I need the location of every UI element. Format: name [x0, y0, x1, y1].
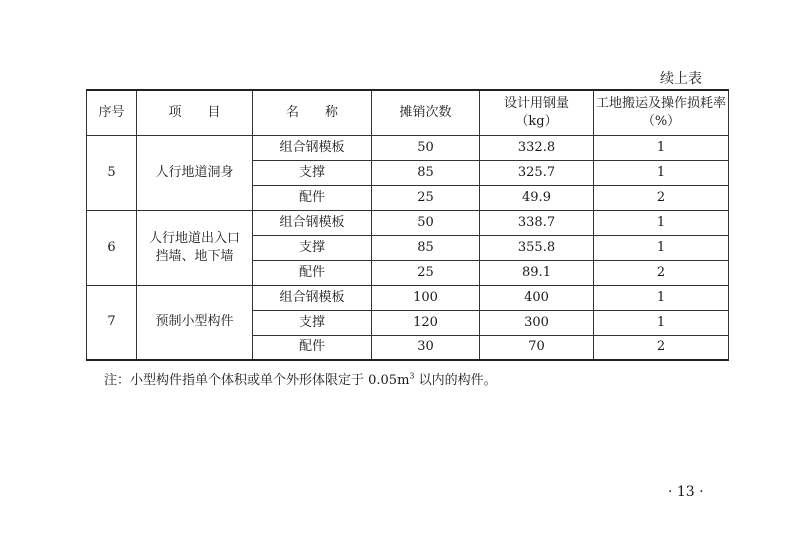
cell-amortization: 100 — [372, 285, 480, 310]
cell-steel: 49.9 — [480, 185, 594, 210]
cell-loss: 1 — [594, 310, 729, 335]
cell-name: 支撑 — [253, 235, 372, 260]
cell-amortization: 50 — [372, 135, 480, 160]
header-loss — [594, 90, 729, 135]
table-row — [87, 285, 729, 310]
header-steel-line1: 设计用钢量 — [503, 95, 569, 111]
cell-loss: 2 — [594, 335, 729, 360]
cell-name: 配件 — [253, 185, 372, 210]
cell-amortization: 85 — [372, 160, 480, 185]
header-loss-line2: （%） — [641, 113, 681, 129]
cell-item — [137, 135, 253, 210]
cell-item-line: 挡墙、地下墙 — [155, 248, 234, 264]
page-number: · 13 · — [668, 484, 704, 500]
steel-usage-table — [86, 89, 729, 361]
table-row — [87, 210, 729, 235]
header-steel — [480, 90, 594, 135]
cell-loss: 2 — [594, 260, 729, 285]
table-row — [87, 135, 729, 160]
cell-name: 组合钢模板 — [253, 285, 372, 310]
cell-steel: 332.8 — [480, 135, 594, 160]
cell-item — [137, 210, 253, 285]
cell-loss: 1 — [594, 160, 729, 185]
cell-steel: 70 — [480, 335, 594, 360]
header-loss-line1: 工地搬运及操作损耗率 — [595, 95, 726, 111]
cell-name: 组合钢模板 — [253, 135, 372, 160]
cell-loss: 1 — [594, 285, 729, 310]
cell-seq: 6 — [87, 210, 137, 285]
header-name: 名 称 — [253, 90, 372, 135]
table-note — [104, 369, 497, 388]
cell-loss: 1 — [594, 235, 729, 260]
cell-item-line: 人行地道出入口 — [148, 230, 240, 246]
table-body — [87, 135, 729, 360]
cell-steel: 400 — [480, 285, 594, 310]
cell-amortization: 30 — [372, 335, 480, 360]
header-steel-line2: （kg） — [515, 113, 558, 129]
cell-seq: 5 — [87, 135, 137, 210]
note-text: 注：小型构件指单个体积或单个外形体限定于 0.05m — [104, 373, 410, 388]
cell-item — [137, 285, 253, 360]
cell-seq: 7 — [87, 285, 137, 360]
cell-item-line: 预制小型构件 — [155, 314, 234, 330]
cell-name: 支撑 — [253, 310, 372, 335]
cell-loss: 2 — [594, 185, 729, 210]
cell-amortization: 25 — [372, 185, 480, 210]
note-text-end: 以内的构件。 — [414, 373, 497, 388]
cell-name: 组合钢模板 — [253, 210, 372, 235]
cell-name: 支撑 — [253, 160, 372, 185]
cell-amortization: 25 — [372, 260, 480, 285]
cell-steel: 338.7 — [480, 210, 594, 235]
table-header-row — [87, 90, 729, 135]
continued-label: 续上表 — [660, 71, 702, 87]
note-superscript: 3 — [409, 371, 415, 381]
header-item: 项 目 — [137, 90, 253, 135]
cell-amortization: 50 — [372, 210, 480, 235]
cell-name: 配件 — [253, 260, 372, 285]
cell-amortization: 85 — [372, 235, 480, 260]
cell-steel: 89.1 — [480, 260, 594, 285]
cell-item-line: 人行地道洞身 — [155, 164, 234, 180]
header-amortization: 摊销次数 — [372, 90, 480, 135]
cell-steel: 300 — [480, 310, 594, 335]
header-seq: 序号 — [87, 90, 137, 135]
cell-steel: 325.7 — [480, 160, 594, 185]
cell-loss: 1 — [594, 135, 729, 160]
cell-loss: 1 — [594, 210, 729, 235]
cell-amortization: 120 — [372, 310, 480, 335]
cell-steel: 355.8 — [480, 235, 594, 260]
cell-name: 配件 — [253, 335, 372, 360]
